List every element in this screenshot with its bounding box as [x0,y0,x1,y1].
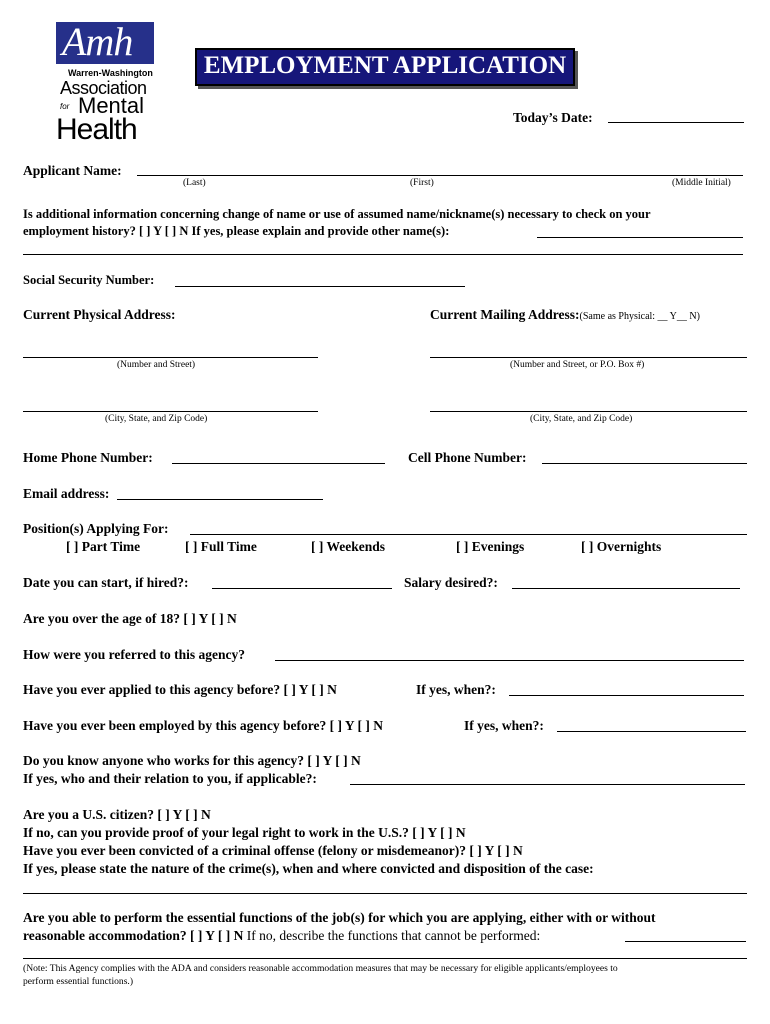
know-anyone-relation-field[interactable] [350,784,745,785]
mailing-address-label-text: Current Mailing Address: [430,307,580,322]
option-evenings[interactable]: [ ] Evenings [456,539,525,554]
additional-info-question-2: employment history? [ ] Y [ ] N If yes, please explain and provide other name(s): [23,224,450,238]
mailing-city-field[interactable] [430,411,747,412]
middle-initial-caption: (Middle Initial) [672,178,731,188]
physical-city-caption: (City, State, and Zip Code) [105,414,208,424]
applied-when-label: If yes, when?: [416,682,496,697]
crime-details-label: If yes, please state the nature of the crime(s), when and where convicted and disposition of the case: [23,861,594,876]
crime-details-field[interactable] [23,893,747,894]
work-proof-question: If no, can you provide proof of your legal right to work in the U.S.? [ ] Y [ ] N [23,825,466,840]
other-names-field[interactable] [537,237,743,238]
physical-street-caption: (Number and Street) [117,360,196,370]
mailing-street-caption: (Number and Street, or P.O. Box #) [510,360,645,370]
logo-mark: Amh [56,22,154,64]
cell-phone-field[interactable] [542,463,747,464]
functions-describe-field[interactable] [625,941,746,942]
home-phone-label: Home Phone Number: [23,450,153,465]
option-weekends[interactable]: [ ] Weekends [311,539,386,554]
mailing-city-caption: (City, State, and Zip Code) [530,414,633,424]
logo-line-1: Warren-Washington [68,68,153,78]
citizen-question: Are you a U.S. citizen? [ ] Y [ ] N [23,807,211,822]
ada-note-line-2: perform essential functions.) [23,976,134,987]
note-divider [23,958,747,959]
additional-info-question: Is additional information concerning change of name or use of assumed name/nickname(s) necessary to check on your [23,207,651,221]
email-field[interactable] [117,499,323,500]
ssn-field[interactable] [175,286,465,287]
email-label: Email address: [23,486,110,501]
cell-phone-label: Cell Phone Number: [408,450,527,465]
physical-street-field[interactable] [23,357,318,358]
know-anyone-question: Do you know anyone who works for this agency? [ ] Y [ ] N [23,753,361,768]
ssn-label: Social Security Number: [23,273,155,287]
logo-line-3: Mental [78,93,145,118]
agency-logo [56,19,166,146]
referred-label: How were you referred to this agency? [23,647,245,662]
physical-address-label: Current Physical Address: [23,307,176,322]
employed-when-field[interactable] [557,731,746,732]
same-as-physical-text: (Same as Physical: __ Y__ N) [579,311,700,322]
salary-label: Salary desired?: [404,575,498,590]
position-label: Position(s) Applying For: [23,521,169,536]
option-overnights[interactable]: [ ] Overnights [581,539,662,554]
applied-before-question: Have you ever applied to this agency before? [ ] Y [ ] N [23,682,337,697]
essential-functions-question: Are you able to perform the essential functions of the job(s) for which you are applying, either with or without [23,910,656,925]
position-field[interactable] [190,534,747,535]
todays-date-label: Today’s Date: [513,110,593,125]
start-date-label: Date you can start, if hired?: [23,575,189,590]
first-name-caption: (First) [410,178,434,188]
todays-date-field[interactable] [608,122,744,123]
employed-when-label: If yes, when?: [464,718,544,733]
physical-city-field[interactable] [23,411,318,412]
applicant-name-label: Applicant Name: [23,163,122,178]
know-anyone-relation-label: If yes, who and their relation to you, if applicable?: [23,771,317,786]
start-date-field[interactable] [212,588,392,589]
criminal-offense-question: Have you ever been convicted of a criminal offense (felony or misdemeanor)? [ ] Y [ ] N [23,843,523,858]
logo-line-4: Health [56,113,137,146]
home-phone-field[interactable] [172,463,385,464]
functions-describe-label: If no, describe the functions that cannot be performed: [246,928,541,943]
ada-note-line-1: (Note: This Agency complies with the ADA and considers reasonable accommodation measures that may be necessary for eligible applicants/employees to [23,963,618,974]
reasonable-accommodation-question [23,928,540,944]
page-title: EMPLOYMENT APPLICATION [195,48,575,86]
accommodation-yes-no: reasonable accommodation? [ ] Y [ ] N [23,928,244,943]
mailing-street-field[interactable] [430,357,747,358]
applicant-name-field[interactable] [137,175,743,176]
logo-line-2: Association [60,78,147,98]
salary-field[interactable] [512,588,740,589]
referred-field[interactable] [275,660,744,661]
mailing-address-label [430,307,700,323]
over-18-question: Are you over the age of 18? [ ] Y [ ] N [23,611,237,626]
logo-line-3-prefix: for [60,102,70,111]
option-part-time[interactable]: [ ] Part Time [66,539,141,554]
employed-before-question: Have you ever been employed by this agency before? [ ] Y [ ] N [23,718,383,733]
last-name-caption: (Last) [183,178,206,188]
other-names-field-2[interactable] [23,254,743,255]
applied-when-field[interactable] [509,695,744,696]
option-full-time[interactable]: [ ] Full Time [185,539,257,554]
